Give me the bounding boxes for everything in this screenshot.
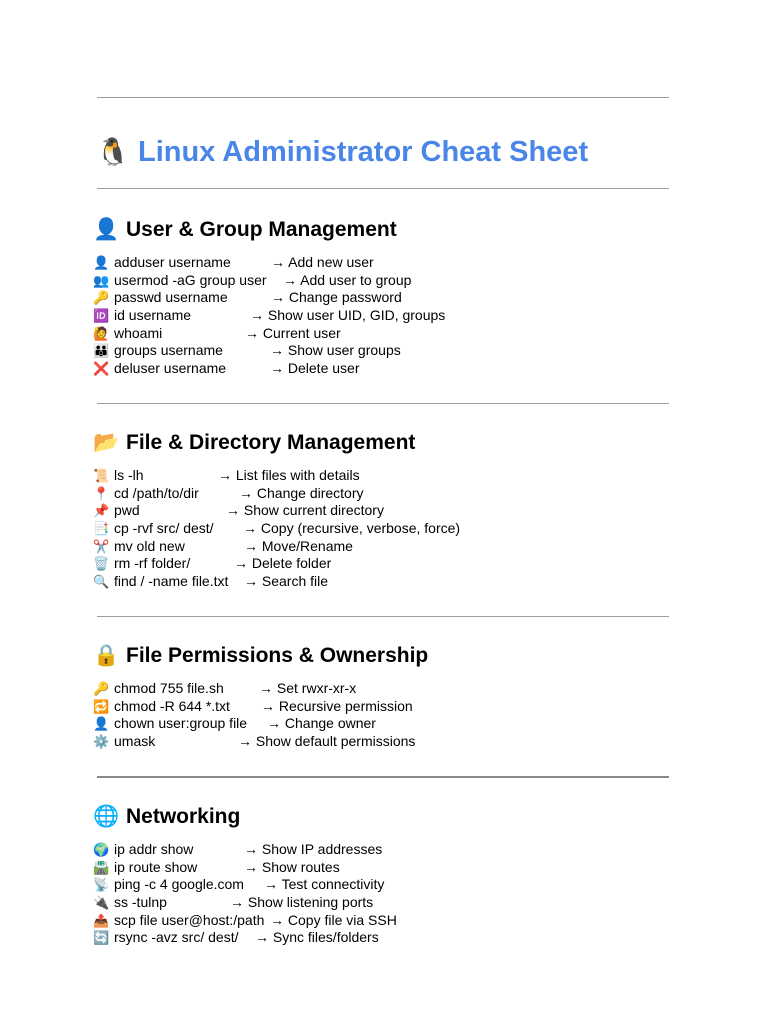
list-item	[93, 912, 693, 930]
command-description: → Show default permissions	[238, 733, 416, 750]
command-description: → Show listening ports	[230, 894, 374, 911]
command-text: deluser username	[114, 360, 227, 377]
list-item	[93, 360, 693, 378]
page-title-text: Linux Administrator Cheat Sheet	[138, 136, 589, 168]
lock-icon: 🔒	[93, 644, 120, 667]
command-description: → Show user UID, GID, groups	[250, 307, 446, 324]
command-text: ss -tulnp	[114, 894, 167, 911]
section-heading	[93, 801, 693, 833]
user-icon: 👤	[93, 218, 120, 241]
plug-icon: 🔌	[93, 895, 110, 911]
open-folder-icon: 📂	[93, 431, 120, 454]
section-heading-text: File Permissions & Ownership	[126, 644, 429, 667]
gear-icon: ⚙️	[93, 734, 110, 750]
satellite-antenna-icon: 📡	[93, 877, 110, 893]
section-file-directory	[93, 427, 693, 591]
command-text: ip route show	[114, 858, 198, 875]
command-description: → Add new user	[271, 254, 374, 270]
command-description: → Current user	[245, 324, 341, 341]
command-description: → Change directory	[239, 484, 364, 501]
list-item	[93, 485, 693, 503]
command-description: → Set rwxr-xr-x	[259, 680, 357, 696]
command-text: ip addr show	[114, 841, 194, 857]
command-text: scp file user@host:/path	[114, 911, 265, 928]
arrows-cycle-icon: 🔄	[93, 930, 110, 946]
bookmark-tabs-icon: 📑	[93, 521, 110, 537]
list-item	[93, 342, 693, 360]
command-text: cd /path/to/dir	[114, 484, 199, 501]
section-heading	[93, 427, 693, 459]
divider	[97, 188, 669, 189]
list-item	[93, 876, 693, 894]
list-item	[93, 307, 693, 325]
command-text: find / -name file.txt	[114, 573, 229, 590]
section-heading	[93, 214, 693, 246]
command-text: chmod -R 644 *.txt	[114, 697, 230, 714]
section-heading-text: File & Directory Management	[126, 431, 416, 454]
command-text: usermod -aG group user	[114, 271, 267, 288]
users-icon: 👥	[93, 272, 110, 288]
user-icon: 👤	[93, 255, 110, 270]
scroll-icon: 📜	[93, 468, 110, 483]
command-description: → Move/Rename	[244, 537, 353, 554]
earth-icon: 🌍	[93, 842, 110, 857]
command-description: → Copy file via SSH	[270, 911, 397, 928]
list-item	[93, 254, 693, 272]
command-description: → Recursive permission	[261, 697, 413, 714]
divider	[97, 616, 669, 617]
list-item	[93, 841, 693, 859]
user-icon: 👤	[93, 716, 110, 732]
section-networking	[93, 801, 693, 947]
divider	[97, 97, 669, 98]
command-description: → Delete folder	[234, 555, 332, 572]
page-title	[96, 132, 588, 172]
magnifier-icon: 🔍	[93, 574, 110, 590]
command-text: cp -rvf src/ dest/	[114, 520, 214, 537]
list-item	[93, 538, 693, 556]
command-text: ping -c 4 google.com	[114, 876, 244, 893]
list-item	[93, 733, 693, 751]
section-permissions	[93, 640, 693, 751]
globe-icon: 🌐	[93, 805, 120, 828]
command-text: chmod 755 file.sh	[114, 680, 224, 696]
command-description: → Show current directory	[226, 502, 384, 519]
command-text: ls -lh	[114, 467, 144, 483]
command-description: → Delete user	[270, 360, 360, 377]
command-text: id username	[114, 307, 192, 324]
list-item	[93, 289, 693, 307]
outbox-tray-icon: 📤	[93, 912, 110, 928]
command-description: → Show IP addresses	[244, 841, 383, 857]
repeat-icon: 🔁	[93, 698, 110, 714]
list-item	[93, 859, 693, 877]
command-text: whoami	[114, 324, 163, 341]
list-item	[93, 272, 693, 290]
command-description: → Change owner	[267, 715, 376, 732]
section-heading-text: Networking	[126, 805, 241, 828]
divider	[97, 776, 669, 778]
command-description: → Show routes	[244, 858, 340, 875]
command-description: → Show user groups	[270, 342, 401, 359]
section-heading	[93, 640, 693, 672]
list-item	[93, 467, 693, 485]
command-text: adduser username	[114, 254, 231, 270]
list-item	[93, 502, 693, 520]
key-icon: 🔑	[93, 681, 110, 696]
list-item	[93, 894, 693, 912]
command-description: → Sync files/folders	[255, 929, 379, 946]
section-heading-text: User & Group Management	[126, 218, 397, 241]
command-text: rsync -avz src/ dest/	[114, 929, 239, 946]
command-text: rm -rf folder/	[114, 555, 191, 572]
list-item	[93, 929, 693, 947]
command-text: mv old new	[114, 537, 185, 554]
key-icon: 🔑	[93, 290, 110, 306]
list-item	[93, 680, 693, 698]
section-user-group	[93, 214, 693, 378]
person-raising-hand-icon: 🙋	[93, 325, 110, 341]
family-icon: 👪	[93, 343, 110, 359]
command-description: → List files with details	[218, 467, 360, 483]
list-item	[93, 715, 693, 733]
list-item	[93, 325, 693, 343]
wastebasket-icon: 🗑️	[93, 556, 110, 572]
command-description: → Add user to group	[283, 271, 412, 288]
command-text: groups username	[114, 342, 223, 359]
list-item	[93, 520, 693, 538]
scissors-icon: ✂️	[93, 538, 110, 554]
command-description: → Change password	[271, 289, 402, 306]
penguin-icon: 🐧	[96, 137, 130, 167]
list-item	[93, 555, 693, 573]
list-item	[93, 573, 693, 591]
cross-mark-icon: ❌	[93, 361, 110, 377]
command-description: → Test connectivity	[264, 876, 385, 893]
command-description: → Copy (recursive, verbose, force)	[243, 520, 461, 537]
command-text: pwd	[114, 502, 140, 519]
road-icon: 🛣️	[93, 859, 110, 875]
list-item	[93, 698, 693, 716]
command-text: umask	[114, 733, 156, 750]
pushpin-icon: 📌	[93, 503, 110, 519]
round-pin-icon: 📍	[93, 485, 110, 501]
command-text: passwd username	[114, 289, 228, 306]
id-badge-icon: 🆔	[93, 308, 110, 324]
divider	[97, 403, 669, 404]
command-text: chown user:group file	[114, 715, 248, 732]
command-description: → Search file	[244, 573, 329, 590]
